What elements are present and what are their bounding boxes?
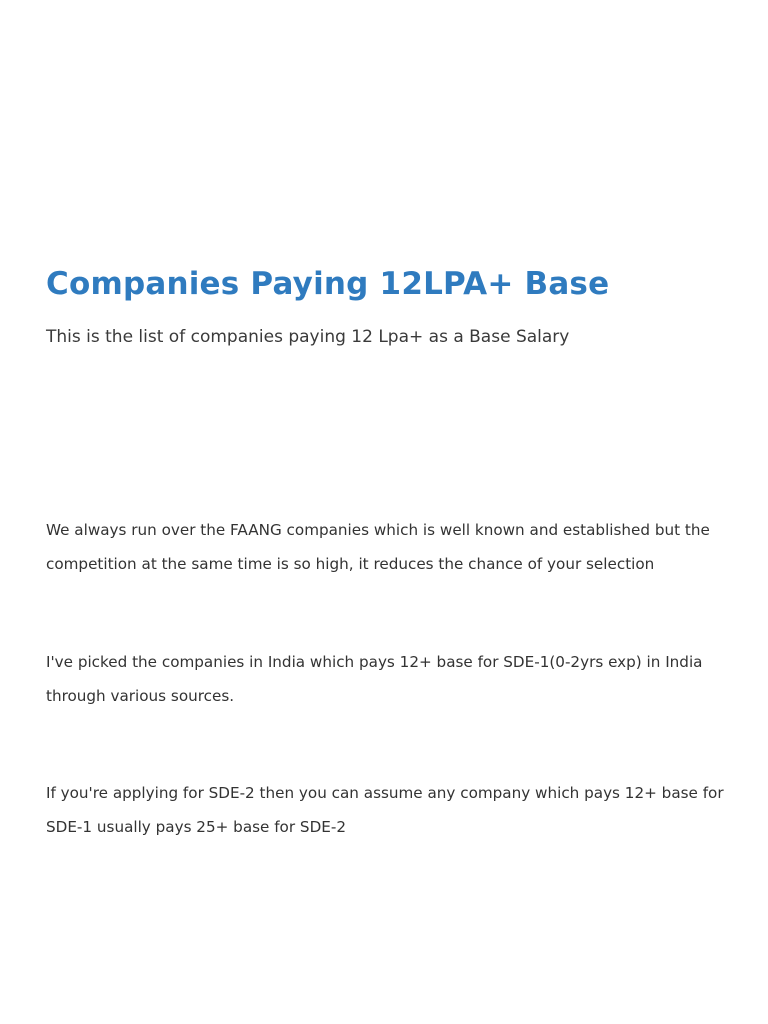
- paragraph-faang-competition: We always run over the FAANG companies which is well known and established but the competition at the same time is so high, it reduces the chance of your selection: [46, 521, 710, 573]
- page-title: Companies Paying 12LPA+ Base: [46, 266, 610, 302]
- paragraph-picked-companies: I've picked the companies in India which pays 12+ base for SDE-1(0-2yrs exp) in India through various sources.: [46, 653, 703, 705]
- page-subtitle: This is the list of companies paying 12 Lpa+ as a Base Salary: [46, 327, 570, 347]
- paragraph-sde2-note: If you're applying for SDE-2 then you can assume any company which pays 12+ base for SDE-1 usually pays 25+ base for SDE-2: [46, 784, 724, 836]
